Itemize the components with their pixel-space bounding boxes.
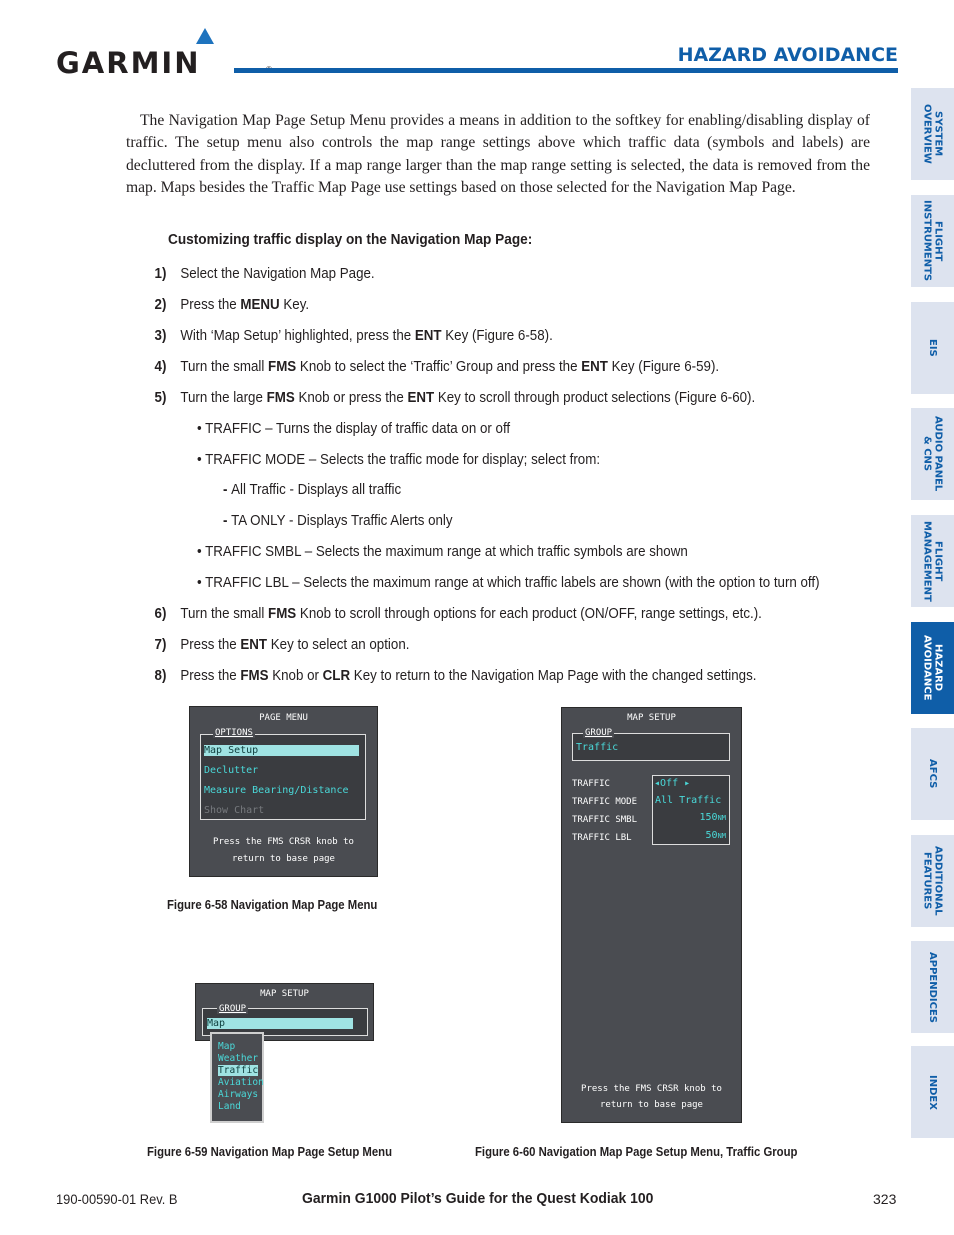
group-label-2: GROUP [585, 728, 613, 738]
tab-additional-features[interactable]: ADDITIONAL FEATURES [911, 835, 954, 927]
group-option-airways[interactable]: Airways [218, 1089, 259, 1100]
traffic-values-box [652, 775, 730, 845]
caption-6-59: Figure 6-59 Navigation Map Page Setup Menu [147, 1145, 392, 1159]
tab-system-overview[interactable]: SYSTEM OVERVIEW [911, 88, 954, 180]
garmin-logo [56, 28, 221, 80]
left-arrow-icon: ◂ [654, 778, 661, 789]
group-option-map[interactable]: Map [218, 1041, 236, 1052]
section-title: HAZARD AVOIDANCE [677, 44, 898, 66]
value-traffic[interactable]: ◂Off ▸ [654, 778, 691, 789]
tab-hazard-avoidance[interactable]: HAZARD AVOIDANCE [911, 622, 954, 714]
group-option-weather[interactable]: Weather [218, 1053, 259, 1064]
doc-number: 190-00590-01 Rev. B [56, 1191, 178, 1207]
group-option-land[interactable]: Land [218, 1101, 241, 1112]
value-traffic-smbl[interactable]: 150NM [699, 812, 726, 823]
group-selected-map[interactable]: Map [207, 1018, 353, 1029]
hint-line-1-b: Press the FMS CRSR knob to [581, 1084, 722, 1094]
tab-flight-management[interactable]: FLIGHT MANAGEMENT [911, 515, 954, 607]
hint-line-2-b: return to base page [600, 1100, 703, 1110]
header-rule [234, 68, 898, 73]
caption-6-60: Figure 6-60 Navigation Map Page Setup Menu, Traffic Group [475, 1145, 798, 1159]
group-label: GROUP [219, 1004, 247, 1014]
options-box [200, 728, 366, 820]
tab-appendices[interactable]: APPENDICES [911, 941, 954, 1033]
hint-line-1: Press the FMS CRSR knob to [213, 837, 354, 847]
menu-item-measure-bearing[interactable]: Measure Bearing/Distance [204, 785, 349, 796]
right-arrow-icon: ▸ [684, 778, 691, 789]
group-option-traffic[interactable]: Traffic [218, 1065, 259, 1076]
value-traffic-mode[interactable]: All Traffic [655, 795, 722, 806]
procedure-heading: Customizing traffic display on the Navigation Map Page: [168, 232, 533, 248]
group-box-2 [572, 728, 730, 761]
page-menu-title: PAGE MENU [259, 713, 308, 723]
tab-index[interactable]: INDEX [911, 1046, 954, 1138]
caption-6-58: Figure 6-58 Navigation Map Page Menu [167, 898, 378, 912]
intro-paragraph: The Navigation Map Page Setup Menu provides a means in addition to the softkey for enabling/disabling display of traffic. The setup menu also controls the map range settings above which traffic data (symbols and labels) are decluttered from the display. If a map range larger than the map range setting is selected, the data is removed from the map. Maps besides the Traffic Map Page use settings based on those selected for the Navigation Map Page. [126, 112, 870, 197]
bullet-traffic: • TRAFFIC – Turns the display of traffic data on or off [197, 421, 511, 437]
hint-line-2: return to base page [232, 854, 335, 864]
label-traffic-lbl: TRAFFIC LBL [572, 833, 632, 843]
bullet-traffic-lbl: • TRAFFIC LBL – Selects the maximum range at which traffic labels are shown (with the option to turn off) [197, 575, 820, 591]
map-setup-title: MAP SETUP [260, 989, 309, 999]
page-number: 323 [873, 1191, 897, 1207]
label-traffic: TRAFFIC [572, 779, 610, 789]
bullet-traffic-mode: • TRAFFIC MODE – Selects the traffic mode for display; select from: [197, 452, 601, 468]
figure-6-60-traffic-group [561, 707, 742, 1123]
tab-eis[interactable]: EIS [911, 302, 954, 394]
tab-audio-panel[interactable]: AUDIO PANEL & CNS [911, 408, 954, 500]
menu-item-declutter[interactable]: Declutter [204, 765, 259, 776]
bullet-traffic-smbl: • TRAFFIC SMBL – Selects the maximum range at which traffic symbols are shown [197, 544, 688, 560]
logo-text: GARMIN [56, 46, 201, 80]
value-traffic-lbl[interactable]: 50NM [705, 830, 726, 841]
label-traffic-mode: TRAFFIC MODE [572, 797, 638, 807]
label-traffic-smbl: TRAFFIC SMBL [572, 815, 638, 825]
menu-item-show-chart: Show Chart [204, 805, 265, 816]
group-selected-traffic[interactable]: Traffic [576, 742, 619, 753]
option-ta-only: - TA ONLY - Displays Traffic Alerts only [223, 513, 453, 529]
figure-6-58-page-menu [189, 706, 378, 877]
group-option-aviation[interactable]: Aviation [218, 1077, 264, 1088]
option-all-traffic: - All Traffic - Displays all traffic [223, 482, 402, 498]
tab-flight-instruments[interactable]: FLIGHT INSTRUMENTS [911, 195, 954, 287]
group-dropdown-list [210, 1032, 264, 1123]
menu-item-map-setup[interactable]: Map Setup [204, 745, 359, 756]
tab-afcs[interactable]: AFCS [911, 728, 954, 820]
map-setup-title-2: MAP SETUP [627, 713, 676, 723]
options-group-label: OPTIONS [215, 728, 253, 738]
doc-title: Garmin G1000 Pilot’s Guide for the Quest Kodiak 100 [302, 1190, 654, 1207]
garmin-triangle-icon [196, 28, 214, 44]
